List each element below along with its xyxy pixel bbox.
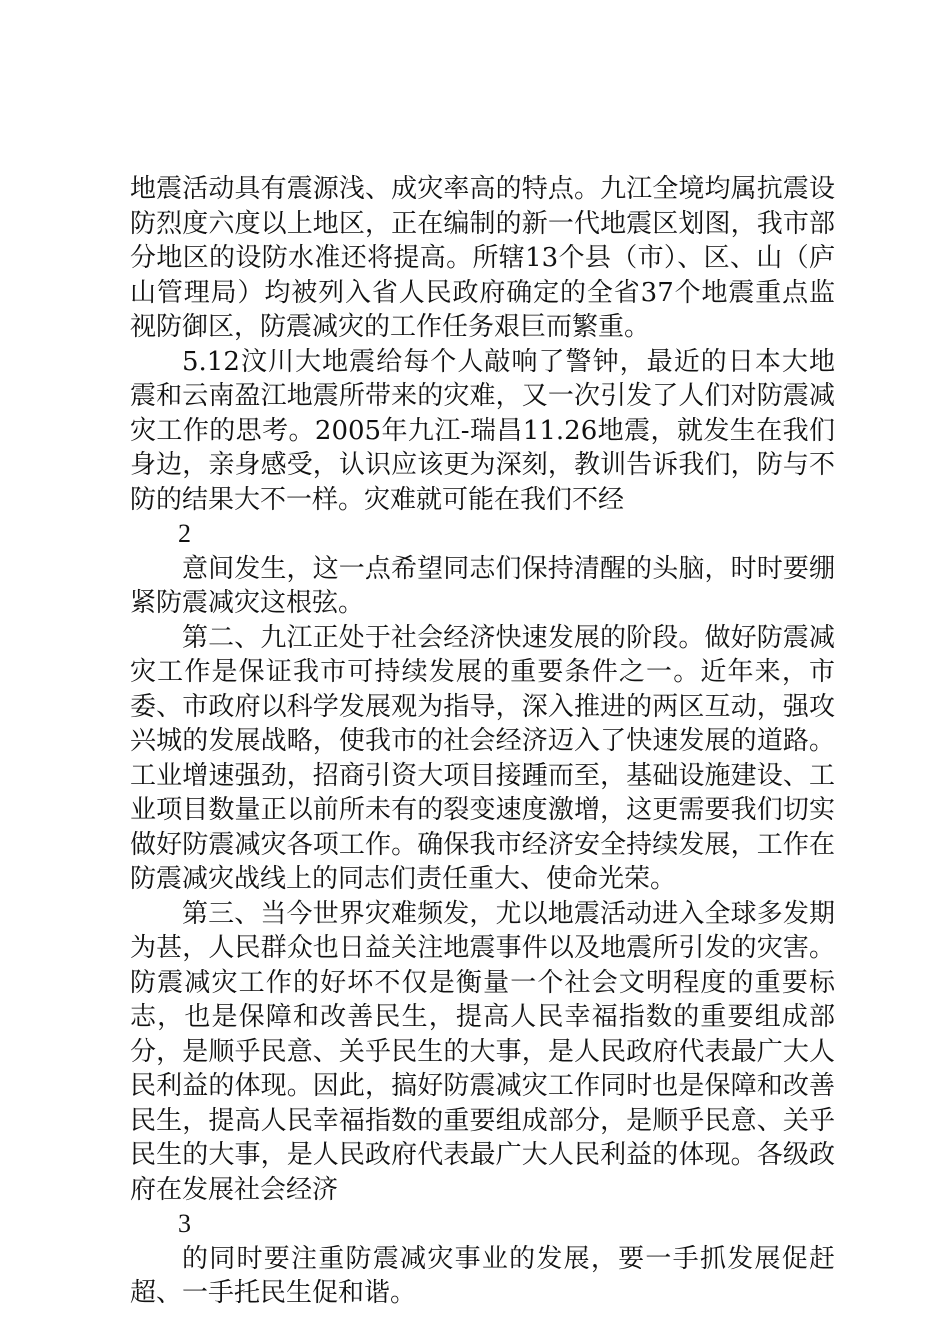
paragraph-stay-alert: 意间发生，这一点希望同志们保持清醒的头脑，时时要绷紧防震减灾这根弦。 (130, 553, 835, 618)
document-body (130, 172, 835, 1311)
paragraph-wenchuan-warning: 5.12汶川大地震给每个人敲响了警钟，最近的日本大地震和云南盈江地震所带来的灾难，又一次引发了人们对防震减灾工作的思考。2005年九江-瑞昌11.26地震，就发生在我们身边，亲身感受，认识应该更为深刻，教训告诉我们，防与不防的结果大不一样。灾难就可能在我们不经 (130, 346, 835, 515)
page-number: 2 (178, 519, 191, 548)
page-number: 3 (178, 1209, 191, 1238)
paragraph-third-point: 第三、当今世界灾难频发，尤以地震活动进入全球多发期为甚，人民群众也日益关注地震事件以及地震所引发的灾害。防震减灾工作的好坏不仅是衡量一个社会文明程度的重要标志，也是保障和改善民生，提高人民幸福指数的重要组成部分，是顺乎民意、关乎民生的大事，是人民政府代表最广大人民利益的体现。因此，搞好防震减灾工作同时也是保障和改善民生，提高人民幸福指数的重要组成部分，是顺乎民意、关乎民生的大事，是人民政府代表最广大人民利益的体现。各级政府在发展社会经济 (130, 898, 835, 1205)
paragraph-earthquake-characteristics: 地震活动具有震源浅、成灾率高的特点。九江全境均属抗震设防烈度六度以上地区，正在编制的新一代地震区划图，我市部分地区的设防水准还将提高。所辖13个县（市）、区、山（庐山管理局）均被列入省人民政府确定的全省37个地震重点监视防御区，防震减灾的工作任务艰巨而繁重。 (130, 174, 835, 342)
paragraph-development-harmony: 的同时要注重防震减灾事业的发展，要一手抓发展促赶超、一手托民生促和谐。 (130, 1243, 835, 1308)
paragraph-second-point: 第二、九江正处于社会经济快速发展的阶段。做好防震减灾工作是保证我市可持续发展的重要条件之一。近年来，市委、市政府以科学发展观为指导，深入推进的两区互动，强攻兴城的发展战略，使我市的社会经济迈入了快速发展的道路。工业增速强劲，招商引资大项目接踵而至，基础设施建设、工业项目数量正以前所未有的裂变速度激增，这更需要我们切实做好防震减灾各项工作。确保我市经济安全持续发展，工作在防震减灾战线上的同志们责任重大、使命光荣。 (130, 622, 835, 894)
